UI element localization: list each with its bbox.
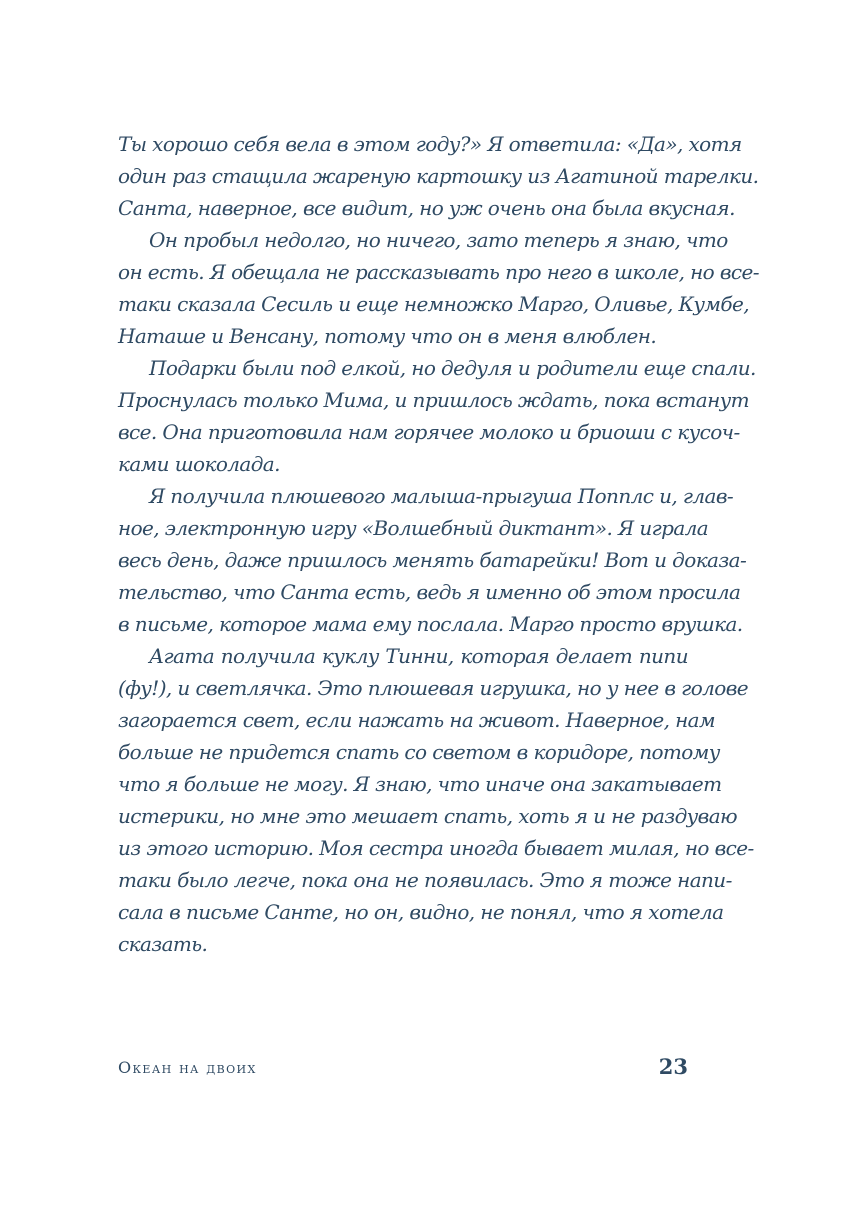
page-number: 23 xyxy=(658,1054,688,1079)
text-line: что я больше не могу. Я знаю, что иначе она закатывает xyxy=(118,772,722,796)
text-line: Подарки были под елкой, но дедуля и родители еще спали. xyxy=(149,356,756,380)
text-line: Проснулась только Мима, и пришлось ждать, пока встанут xyxy=(118,388,750,412)
text-line: сала в письме Санте, но он, видно, не понял, что я хотела xyxy=(118,900,724,924)
text-line: Санта, наверное, все видит, но уж очень она была вкусная. xyxy=(118,196,735,220)
text-line: Ты хорошо себя вела в этом году?» Я ответила: «Да», хотя xyxy=(118,132,742,156)
text-line: Он пробыл недолго, но ничего, зато теперь я знаю, что xyxy=(149,228,728,252)
text-line: Я получила плюшевого малыша-прыгуша Попплс и, глав- xyxy=(149,484,734,508)
body-text xyxy=(118,128,759,960)
text-line: все. Она приготовила нам горячее молоко и бриоши с кусоч- xyxy=(118,420,740,444)
text-line: ное, электронную игру «Волшебный диктант». Я играла xyxy=(118,516,709,540)
text-line: весь день, даже пришлось менять батарейки! Вот и доказа- xyxy=(118,548,747,572)
text-line: Агата получила куклу Тинни, которая делает пипи xyxy=(149,644,688,668)
running-footer-title: Океан на двоих xyxy=(118,1058,257,1077)
text-line: таки было легче, пока она не появилась. Это я тоже напи- xyxy=(118,868,732,892)
text-line: из этого историю. Моя сестра иногда бывает милая, но все- xyxy=(118,836,754,860)
text-line: (фу!), и светлячка. Это плюшевая игрушка, но у нее в голове xyxy=(118,676,748,700)
text-line: в письме, которое мама ему послала. Марго просто врушка. xyxy=(118,612,743,636)
text-line: он есть. Я обещала не рассказывать про него в школе, но все- xyxy=(118,260,759,284)
text-line: ками шоколада. xyxy=(118,452,280,476)
text-line: истерики, но мне это мешает спать, хоть я и не раздуваю xyxy=(118,804,738,828)
text-line: загорается свет, если нажать на живот. Наверное, нам xyxy=(118,708,715,732)
text-line: сказать. xyxy=(118,932,208,956)
text-line: один раз стащила жареную картошку из Агатиной тарелки. xyxy=(118,164,759,188)
text-line: больше не придется спать со светом в коридоре, потому xyxy=(118,740,720,764)
text-line: тельство, что Санта есть, ведь я именно об этом просила xyxy=(118,580,741,604)
text-line: Наташе и Венсану, потому что он в меня влюблен. xyxy=(118,324,657,348)
text-line: таки сказала Сесиль и еще немножко Марго, Оливье, Кумбе, xyxy=(118,292,749,316)
